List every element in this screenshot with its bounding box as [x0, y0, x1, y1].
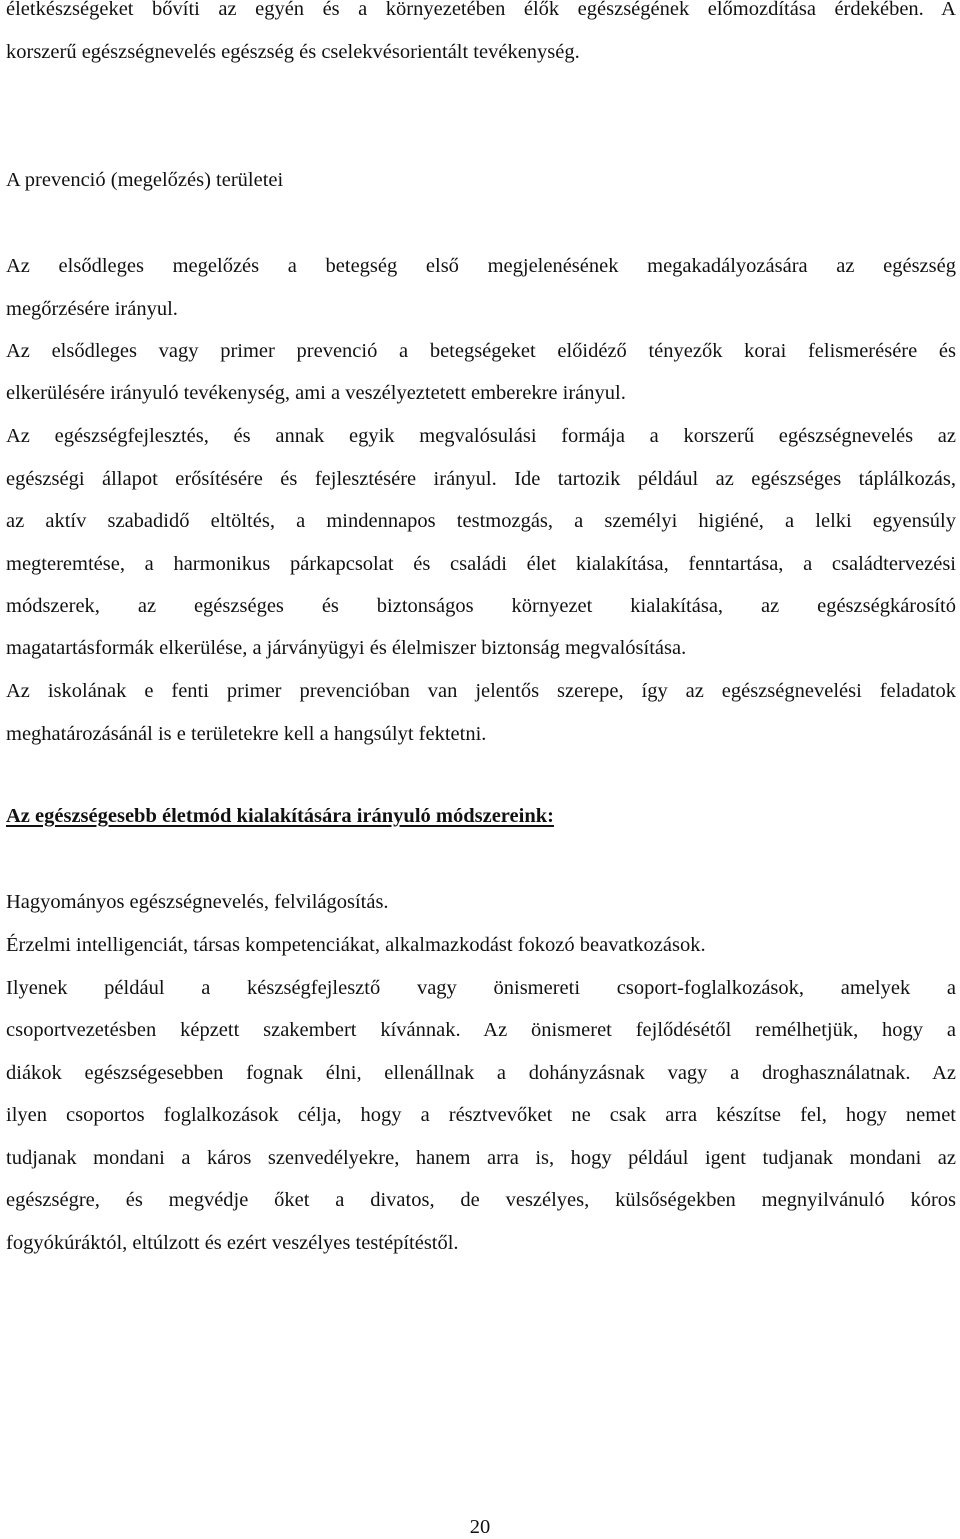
prevention-line: módszerek, az egészséges és biztonságos környezet kialakítása, az egészségkárosító [6, 595, 956, 617]
methods-line: Hagyományos egészségnevelés, felvilágosítás. [6, 891, 389, 913]
prevention-line: Az elsődleges megelőzés a betegség első megjelenésének megakadályozására az egészség [6, 255, 956, 277]
prevention-line: magatartásformák elkerülése, a járványügyi és élelmiszer biztonság megvalósítása. [6, 637, 687, 659]
methods-line: Ilyenek például a készségfejlesztő vagy önismereti csoport-foglalkozások, amelyek a [6, 977, 956, 999]
prevention-line: egészségi állapot erősítésére és fejlesztésére irányul. Ide tartozik például az egészséges táplálkozás, [6, 468, 956, 490]
prevention-line: Az elsődleges vagy primer prevenció a betegségeket előidéző tényezők korai felismerésére és [6, 340, 956, 362]
methods-line: fogyókúráktól, eltúlzott és ezért veszélyes testépítéstől. [6, 1232, 459, 1254]
methods-line: diákok egészségesebben fognak élni, ellenállnak a dohányzásnak vagy a droghasználatnak. Az [6, 1062, 956, 1084]
prevention-line: megteremtése, a harmonikus párkapcsolat és családi élet kialakítása, fenntartása, a családtervezési [6, 553, 956, 575]
prevention-line: az aktív szabadidő eltöltés, a mindennapos testmozgás, a személyi higiéné, a lelki egyensúly [6, 510, 956, 532]
prevention-line: elkerülésére irányuló tevékenység, ami a veszélyeztetett emberekre irányul. [6, 382, 626, 404]
methods-line: egészségre, és megvédje őket a divatos, de veszélyes, külsőségekben megnyilvánuló kóros [6, 1189, 956, 1211]
prevention-line: meghatározásánál is e területekre kell a hangsúlyt fektetni. [6, 723, 487, 745]
section-heading-methods: Az egészségesebb életmód kialakítására irányuló módszereink: [6, 805, 554, 827]
methods-line: ilyen csoportos foglalkozások célja, hogy a résztvevőket ne csak arra készítse fel, hogy nemet [6, 1104, 956, 1126]
intro-line: életkészségeket bővíti az egyén és a környezetében élők egészségének előmozdítása érdekében. A [6, 0, 956, 20]
section-heading-prevention: A prevenció (megelőzés) területei [6, 169, 284, 191]
intro-line: korszerű egészségnevelés egészség és cselekvésorientált tevékenység. [6, 41, 580, 63]
methods-line: Érzelmi intelligenciát, társas kompetenciákat, alkalmazkodást fokozó beavatkozások. [6, 934, 706, 956]
page-number: 20 [469, 1516, 491, 1538]
methods-line: csoportvezetésben képzett szakembert kívánnak. Az önismeret fejlődésétől remélhetjük, hogy a [6, 1019, 956, 1041]
methods-line: tudjanak mondani a káros szenvedélyekre, hanem arra is, hogy például igent tudjanak mondani az [6, 1147, 956, 1169]
prevention-line: Az egészségfejlesztés, és annak egyik megvalósulási formája a korszerű egészségnevelés az [6, 425, 956, 447]
prevention-line: megőrzésére irányul. [6, 298, 178, 320]
prevention-line: Az iskolának e fenti primer prevencióban van jelentős szerepe, így az egészségnevelési feladatok [6, 680, 956, 702]
